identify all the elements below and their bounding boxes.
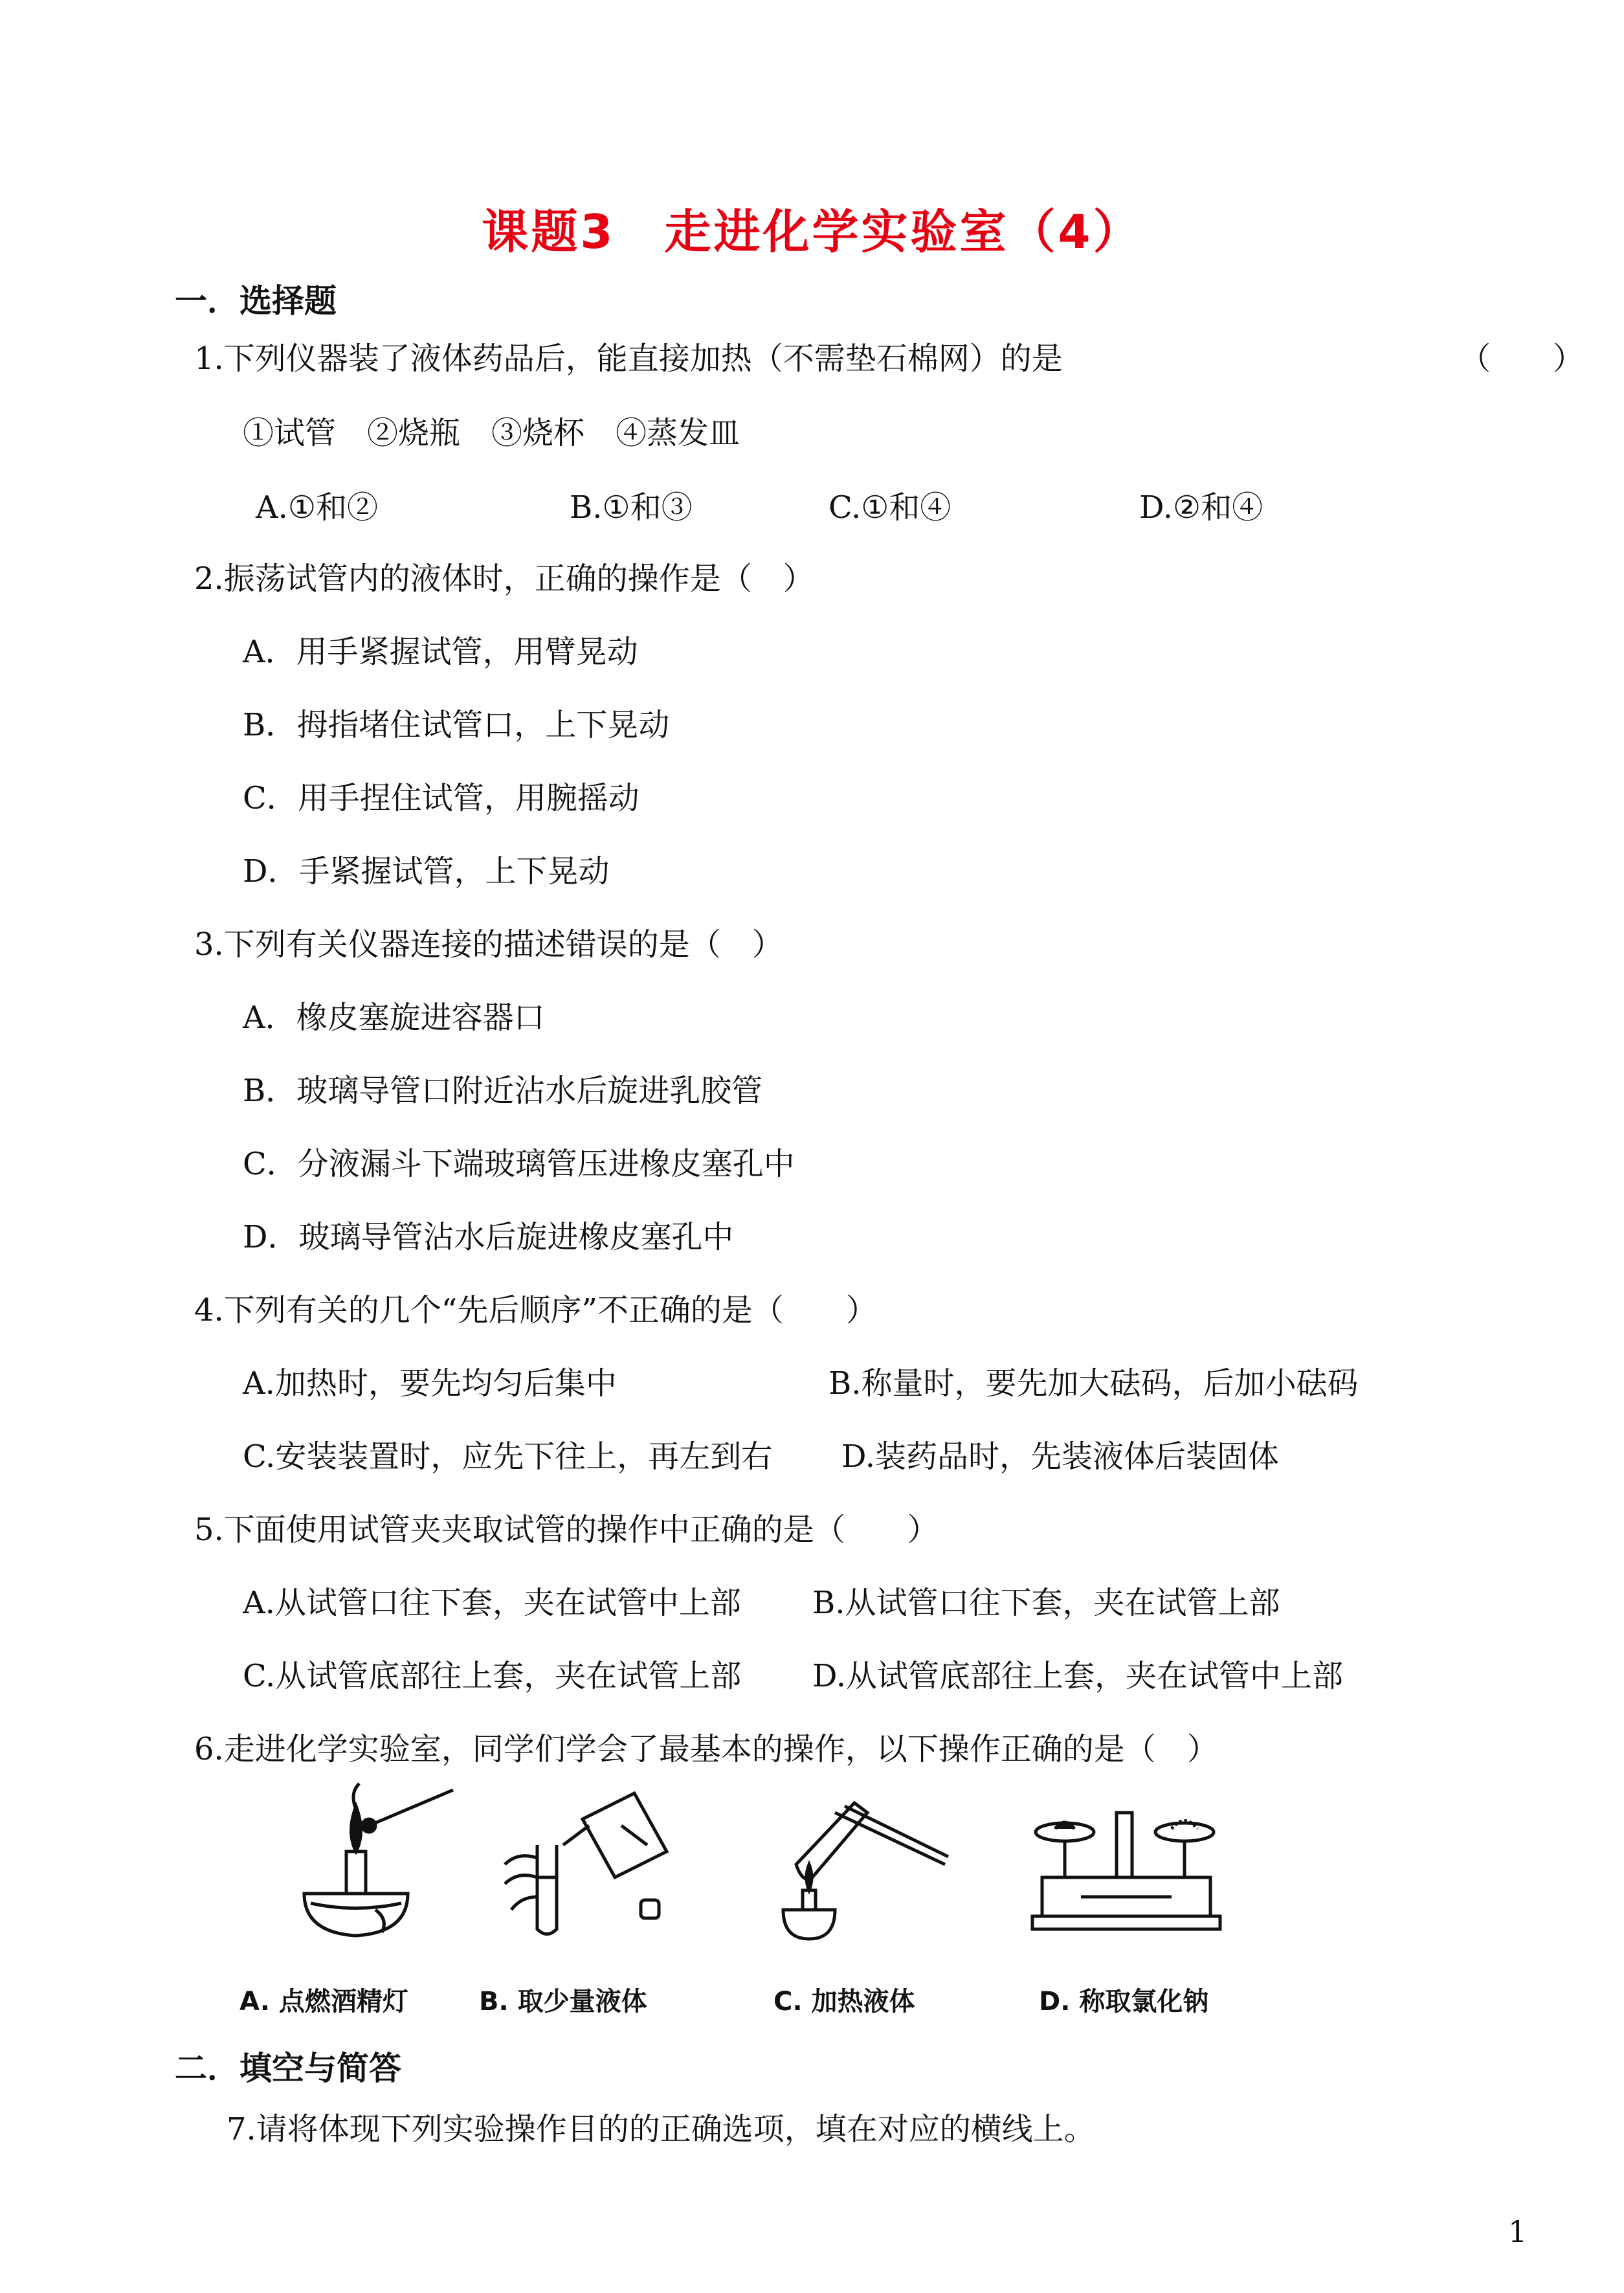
question-4-stem: 4.下列有关的几个“先后顺序”不正确的是（ ） <box>194 1292 877 1328</box>
section-heading-choice: 一．选择题 <box>175 282 337 320</box>
figure-heat-liquid <box>757 1780 951 1942</box>
question-5-option-d: D.从试管底部往上套，夹在试管中上部 <box>812 1658 1344 1694</box>
page-number: 1 <box>1508 2214 1528 2249</box>
figure-pour-liquid <box>492 1780 686 1942</box>
figure-balance <box>1029 1780 1223 1942</box>
question-1-items: ①试管 ②烧瓶 ③烧杯 ④蒸发皿 <box>243 415 740 451</box>
section-heading-fill: 二．填空与简答 <box>175 2050 401 2087</box>
question-4-option-a: A.加热时，要先均匀后集中 <box>243 1365 617 1402</box>
question-7-stem: 7.请将体现下列实验操作目的的正确选项，填在对应的横线上。 <box>227 2111 1095 2147</box>
question-1-option-d: D.②和④ <box>1139 489 1263 526</box>
question-4-option-b: B.称量时，要先加大砝码，后加小砝码 <box>829 1365 1359 1402</box>
question-1-option-c: C.①和④ <box>829 489 951 526</box>
question-5-option-b: B.从试管口往下套，夹在试管上部 <box>812 1585 1280 1621</box>
question-3-option-d: D．玻璃导管沾水后旋进橡皮塞孔中 <box>243 1219 734 1255</box>
question-5-option-a: A.从试管口往下套，夹在试管中上部 <box>243 1585 741 1621</box>
page-title: 课题3 走进化学实验室（4） <box>482 205 1142 259</box>
question-5-option-c: C.从试管底部往上套，夹在试管上部 <box>243 1658 742 1694</box>
question-1-stem: 1.下列仪器装了液体药品后，能直接加热（不需垫石棉网）的是 <box>194 341 1063 377</box>
figure-caption-b: B. 取少量液体 <box>479 1987 647 2017</box>
question-2-option-a: A．用手紧握试管，用臂晃动 <box>243 634 638 670</box>
question-1-option-a: A.①和② <box>256 489 378 526</box>
question-2-option-c: C．用手捏住试管，用腕摇动 <box>243 780 640 816</box>
question-2-option-d: D．手紧握试管，上下晃动 <box>243 853 610 889</box>
question-6-stem: 6.走进化学实验室，同学们学会了最基本的操作，以下操作正确的是（ ） <box>194 1731 1218 1767</box>
figure-caption-d: D. 称取氯化钠 <box>1039 1987 1209 2017</box>
question-1-option-b: B.①和③ <box>570 489 693 526</box>
question-3-option-c: C．分液漏斗下端玻璃管压进橡皮塞孔中 <box>243 1146 795 1182</box>
figure-caption-a: A. 点燃酒精灯 <box>239 1987 408 2017</box>
question-5-stem: 5.下面使用试管夹夹取试管的操作中正确的是（ ） <box>194 1512 939 1548</box>
figure-caption-c: C. 加热液体 <box>773 1987 915 2017</box>
question-3-stem: 3.下列有关仪器连接的描述错误的是（ ） <box>194 926 783 963</box>
question-4-option-d: D.装药品时，先装液体后装固体 <box>841 1438 1280 1475</box>
question-3-option-a: A．橡皮塞旋进容器口 <box>243 1000 545 1036</box>
question-2-stem: 2.振荡试管内的液体时，正确的操作是（ ） <box>194 561 814 597</box>
figure-alcohol-lamp <box>285 1780 479 1942</box>
question-1-answer-paren: （ ） <box>1460 341 1585 377</box>
question-3-option-b: B．玻璃导管口附近沾水后旋进乳胶管 <box>243 1073 763 1109</box>
question-2-option-b: B．拇指堵住试管口，上下晃动 <box>243 707 670 743</box>
question-4-option-c: C.安装装置时，应先下往上，再左到右 <box>243 1438 773 1475</box>
